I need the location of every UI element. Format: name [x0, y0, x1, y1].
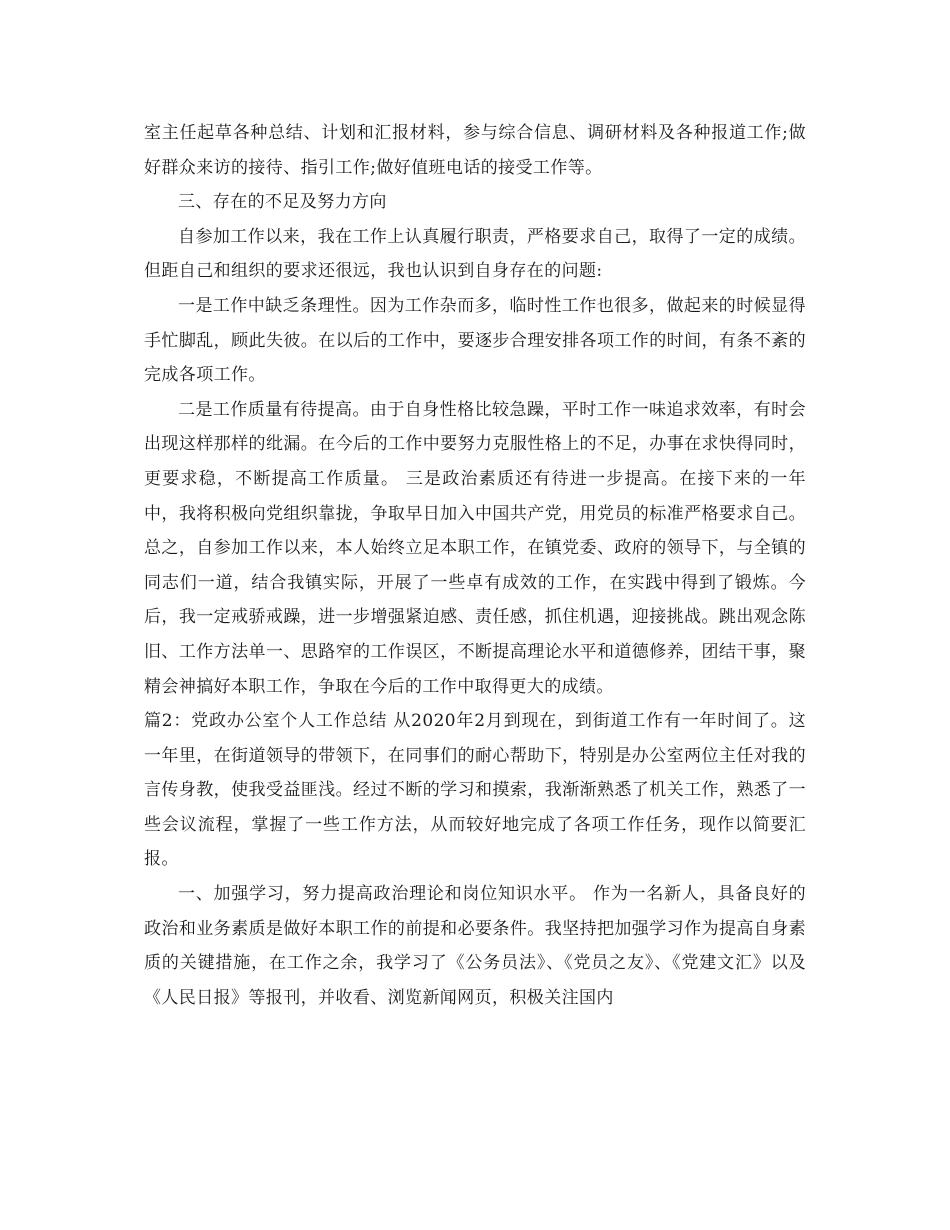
paragraph-3: 自参加工作以来，我在工作上认真履行职责，严格要求自己，取得了一定的成绩。但距自己和组织的要求还很远，我也认识到自身存在的问题: — [144, 226, 806, 282]
paragraph-5: 二是工作质量有待提高。由于自身性格比较急躁，平时工作一味追求效率，有时会出现这样那样的纰漏。在今后的工作中要努力克服性格上的不足，办事在求快得同时，更要求稳，不断提高工作质量。 三是政治素质还有待进一步提高。在接下来的一年中，我将积极向党组织靠拢，争取早日加入中国共产党，用党员的标准严格要求自己。 总之，自参加工作以来，本人始终立足本职工作，在镇党委、政府的领导下，与全镇的同志们一道，结合我镇实际，开展了一些卓有成效的工作，在实践中得到了锻炼。今后，我一定戒骄戒躁，进一步增强紧迫感、责任感，抓住机遇，迎接挑战。跳出观念陈旧、工作方法单一、思路窄的工作误区，不断提高理论水平和道德修养，团结干事，聚精会神搞好本职工作，争取在今后的工作中取得更大的成绩。 — [144, 399, 806, 697]
paragraph-1: 室主任起草各种总结、计划和汇报材料，参与综合信息、调研材料及各种报道工作;做好群众来访的接待、指引工作;做好值班电话的接受工作等。 — [144, 123, 806, 178]
document-body — [144, 116, 806, 1015]
paragraph-4: 一是工作中缺乏条理性。因为工作杂而多，临时性工作也很多，做起来的时候显得手忙脚乱，顾此失彼。在以后的工作中，要逐步合理安排各项工作的时间，有条不紊的完成各项工作。 — [144, 295, 806, 386]
section-heading-shortcomings: 三、存在的不足及努力方向 — [178, 192, 387, 213]
chapter-2-intro: 篇2：党政办公室个人工作总结 从2020年2月到现在，到街道工作有一年时间了。这一年里，在街道领导的带领下，在同事们的耐心帮助下，特别是办公室两位主任对我的言传身教，使我受益匪浅。经过不断的学习和摸索，我渐渐熟悉了机关工作，熟悉了一些会议流程，掌握了一些工作方法，从而较好地完成了各项工作任务，现作以简要汇报。 — [144, 711, 806, 870]
paragraph-7: 一、加强学习，努力提高政治理论和岗位知识水平。 作为一名新人，具备良好的政治和业务素质是做好本职工作的前提和必要条件。我坚持把加强学习作为提高自身素质的关键措施，在工作之余，我学习了《公务员法》、《党员之友》、《党建文汇》以及《人民日报》等报刊，并收看、浏览新闻网页，积极关注国内 — [144, 884, 806, 1008]
